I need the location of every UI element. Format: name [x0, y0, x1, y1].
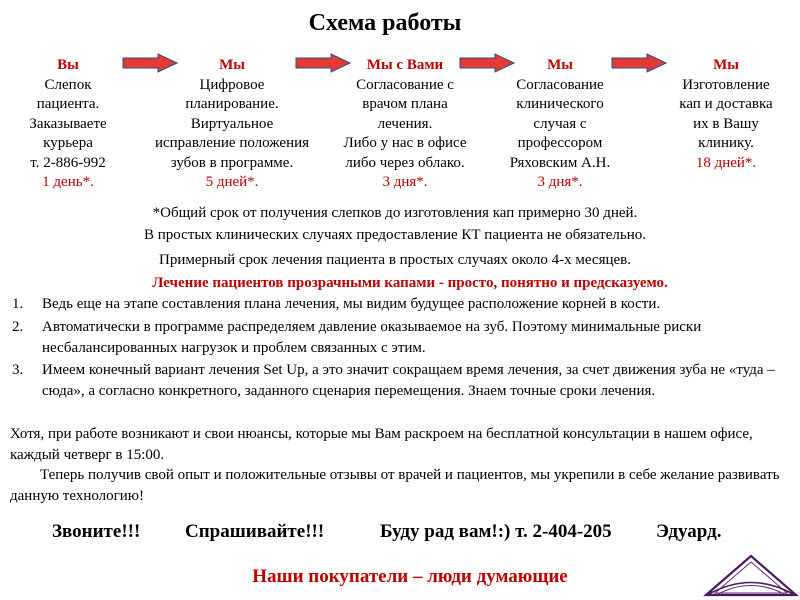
list-item [12, 294, 782, 315]
arrow-right-icon [122, 53, 178, 73]
note-treatment-time: Примерный срок лечения пациента в простых случаях около 4-х месяцев. [158, 252, 631, 268]
step-4-duration: 3 дня*. [537, 174, 583, 190]
arrow-right-icon [611, 53, 667, 73]
step-1 [14, 56, 122, 193]
cta-phone: Буду рад вам!:) т. 2-404-205 [380, 521, 612, 542]
step-4 [495, 56, 625, 193]
step-2-duration: 5 дней*. [205, 174, 259, 190]
note-ct: В простых клинических случаях предоставление КТ пациента не обязательно. [144, 227, 646, 243]
step-1-actor: Вы [57, 57, 79, 73]
triangle-logo [703, 553, 799, 598]
page-title: Схема работы [308, 10, 462, 36]
step-1-description: Слепок пациента. Заказываете курьера т. 2-886-992 [29, 76, 107, 171]
arrow-right-icon [295, 53, 351, 73]
list-item-text: Имеем конечный вариант лечения Set Up, а это значит сокращаем время лечения, за счет движения зуба не «туда – сюда», а согласно конкретного, заданного сценария перемещения. Знаем точные сроки лечения. [42, 362, 775, 399]
cta-name: Эдуард. [656, 521, 722, 542]
cta-call: Звоните!!! [52, 521, 141, 542]
step-3-description: Согласование с врачом плана лечения. Либо у нас в офисе либо через облако. [343, 76, 467, 171]
note-total-time: *Общий срок от получения слепков до изготовления кап примерно 30 дней. [152, 205, 638, 221]
slogan: Наши покупатели – люди думающие [252, 566, 568, 587]
list-item-text: Автоматически в программе распределяем давление оказываемое на зуб. Поэтому минимальные риски несбалансированных нагрузок и проблем связанных с этим. [42, 319, 702, 356]
list-item [12, 360, 782, 402]
list-item-number: 1. [12, 296, 24, 312]
arrow-right-icon [459, 53, 515, 73]
paragraph-consultation: Хотя, при работе возникают и свои нюансы, которые мы Вам раскроем на бесплатной консультации в нашем офисе, каждый четверг в 15:00. [10, 426, 753, 463]
step-3 [330, 56, 480, 193]
step-2 [140, 56, 324, 193]
step-5 [662, 56, 790, 173]
step-2-actor: Мы [219, 57, 245, 73]
list-item [12, 317, 782, 359]
section-subtitle: Лечение пациентов прозрачными капами - просто, понятно и предсказуемо. [152, 275, 668, 291]
list-item-number: 3. [12, 362, 24, 378]
step-5-duration: 18 дней*. [695, 154, 757, 171]
step-5-actor: Мы [713, 57, 739, 73]
list-item-text: Ведь еще на этапе составления плана лечения, мы видим будущее расположение корней в кости. [42, 296, 661, 312]
step-4-description: Согласование клинического случая с профессором Ряховским А.Н. [509, 76, 611, 171]
list-item-number: 2. [12, 319, 24, 335]
cta-ask: Спрашивайте!!! [185, 521, 325, 542]
step-3-duration: 3 дня*. [382, 174, 428, 190]
step-4-actor: Мы [547, 57, 573, 73]
paragraph-experience: Теперь получив свой опыт и положительные отзывы от врачей и пациентов, мы укрепили в себе желание развивать данную технологию! [10, 467, 780, 504]
step-5-description: Изготовление кап и доставка их в Вашу клинику. [679, 76, 773, 151]
step-3-actor: Мы с Вами [366, 57, 444, 73]
step-2-description: Цифровое планирование. Виртуальное исправление положения зубов в программе. [154, 76, 310, 171]
step-1-duration: 1 день*. [42, 174, 94, 190]
